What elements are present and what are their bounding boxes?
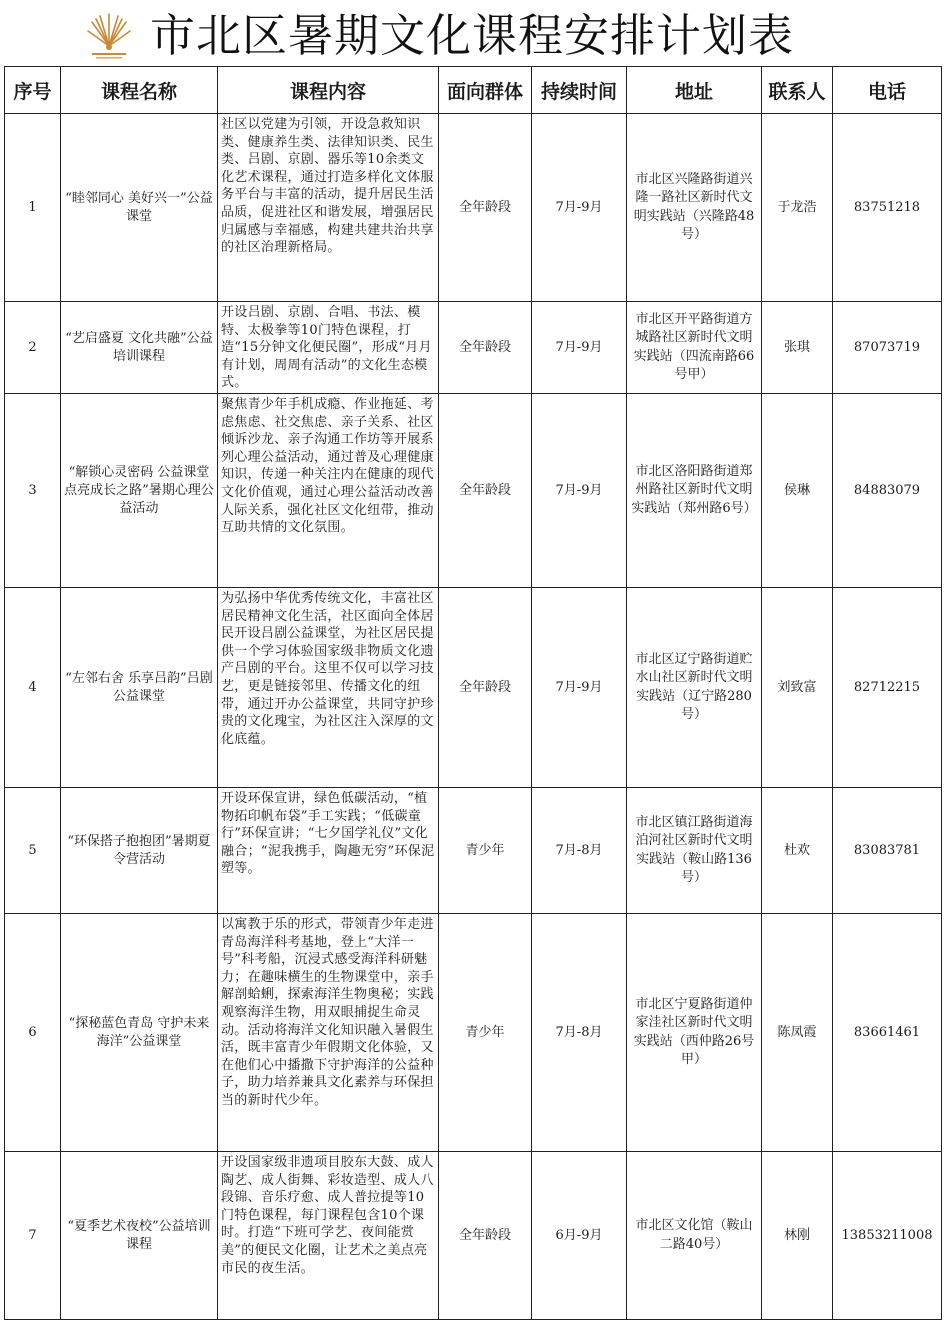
header-number: 序号: [5, 67, 61, 114]
address: 市北区开平路街道方城路社区新时代文明实践站（四流南路66号甲）: [627, 302, 762, 394]
phone-number: 82712215: [833, 588, 942, 788]
course-name: “左邻右舍 乐享吕韵”吕剧公益课堂: [61, 588, 218, 788]
address: 市北区镇江路街道海泊河社区新时代文明实践站（鞍山路136号）: [627, 788, 762, 914]
course-name: “探秘蓝色青岛 守护未来海洋”公益课堂: [61, 914, 218, 1152]
course-content: 开设吕剧、京剧、合唱、书法、模特、太极拳等10门特色课程，打造“15分钟文化便民圈”，形成“月月有计划，周周有活动”的文化生态模式。: [218, 302, 439, 394]
header-course-name: 课程名称: [61, 67, 218, 114]
contact-person: 张琪: [762, 302, 833, 394]
row-number: 1: [5, 114, 61, 302]
table-row: [5, 1152, 942, 1320]
phone-number: 13853211008: [833, 1152, 942, 1320]
header-contact: 联系人: [762, 67, 833, 114]
page-title: 市北区暑期文化课程安排计划表: [150, 9, 795, 62]
table-row: [5, 588, 942, 788]
course-name: “睦邻同心 美好兴一”公益课堂: [61, 114, 218, 302]
course-content: 开设环保宣讲，绿色低碳活动，“植物拓印帆布袋”手工实践；“低碳童行”环保宣讲；“七夕国学礼仪”文化融合；“泥我携手，陶趣无穷”环保泥塑等。: [218, 788, 439, 914]
row-number: 5: [5, 788, 61, 914]
phone-number: 87073719: [833, 302, 942, 394]
phone-number: 83083781: [833, 788, 942, 914]
course-content: 以寓教于乐的形式，带领青少年走进青岛海洋科考基地，登上“大洋一号”科考船，沉浸式感受海洋科研魅力；在趣味横生的生物课堂中，亲手解剖蛤蜊，探索海洋生物奥秘；实践观察海洋生物，用双眼捕捉生命灵动。活动将海洋文化知识融入暑假生活，既丰富青少年假期文化体验，又在他们心中播撒下守护海洋的公益种子，助力培养兼具文化素养与环保担当的新时代少年。: [218, 914, 439, 1152]
address: 市北区辽宁路街道贮水山社区新时代文明实践站（辽宁路280号）: [627, 588, 762, 788]
row-number: 2: [5, 302, 61, 394]
course-name: “艺启盛夏 文化共融”公益培训课程: [61, 302, 218, 394]
table-row: [5, 914, 942, 1152]
table-row: [5, 788, 942, 914]
row-number: 7: [5, 1152, 61, 1320]
course-name: “环保搭子抱抱团”暑期夏令营活动: [61, 788, 218, 914]
target-group: 全年龄段: [439, 114, 532, 302]
row-number: 6: [5, 914, 61, 1152]
target-group: 全年龄段: [439, 302, 532, 394]
phone-number: 84883079: [833, 394, 942, 588]
civilization-practice-logo: [86, 10, 132, 60]
address: 市北区洛阳路街道郑州路社区新时代文明实践站（郑州路6号）: [627, 394, 762, 588]
course-name: “夏季艺术夜校”公益培训课程: [61, 1152, 218, 1320]
table-row: [5, 114, 942, 302]
header-target-group: 面向群体: [439, 67, 532, 114]
phone-number: 83751218: [833, 114, 942, 302]
target-group: 青少年: [439, 788, 532, 914]
course-schedule-table: [4, 66, 942, 1320]
contact-person: 林刚: [762, 1152, 833, 1320]
course-content: 开设国家级非遗项目胶东大鼓、成人陶艺、成人街舞、彩妆造型、成人八段锦、音乐疗愈、成人普拉提等10门特色课程，每门课程包含10个课时。打造“下班可学艺、夜间能赏美”的便民文化圈，让艺术之美点亮市民的夜生活。: [218, 1152, 439, 1320]
course-content: 聚焦青少年手机成瘾、作业拖延、考虑焦虑、社交焦虑、亲子关系、社区倾诉沙龙、亲子沟通工作坊等开展系列心理公益活动，通过普及心理健康知识，传递一种关注内在健康的现代文化价值观，通过心理公益活动改善人际关系，强化社区文化纽带，推动互助共情的文化氛围。: [218, 394, 439, 588]
duration: 7月-8月: [532, 914, 627, 1152]
duration: 7月-9月: [532, 588, 627, 788]
target-group: 全年龄段: [439, 588, 532, 788]
header-duration: 持续时间: [532, 67, 627, 114]
header-course-content: 课程内容: [218, 67, 439, 114]
contact-person: 侯琳: [762, 394, 833, 588]
header-phone: 电话: [833, 67, 942, 114]
sunburst-logo-icon: [86, 10, 132, 60]
course-content: 社区以党建为引领，开设急救知识类、健康养生类、法律知识类、民生类、吕剧、京剧、器乐等10余类文化艺术课程，通过打造多样化文体服务平台与丰富的活动，提升居民生活品质，促进社区和谐发展，增强居民归属感与幸福感，构建共建共治共享的社区治理新格局。: [218, 114, 439, 302]
contact-person: 陈凤霞: [762, 914, 833, 1152]
page-header: [0, 0, 945, 66]
duration: 7月-9月: [532, 302, 627, 394]
phone-number: 83661461: [833, 914, 942, 1152]
target-group: 全年龄段: [439, 1152, 532, 1320]
course-name: “解锁心灵密码 公益课堂点亮成长之路”暑期心理公益活动: [61, 394, 218, 588]
table-header-row: [5, 67, 942, 114]
row-number: 3: [5, 394, 61, 588]
duration: 6月-9月: [532, 1152, 627, 1320]
table-row: [5, 394, 942, 588]
row-number: 4: [5, 588, 61, 788]
target-group: 青少年: [439, 914, 532, 1152]
contact-person: 杜欢: [762, 788, 833, 914]
header-address: 地址: [627, 67, 762, 114]
duration: 7月-9月: [532, 114, 627, 302]
duration: 7月-9月: [532, 394, 627, 588]
duration: 7月-8月: [532, 788, 627, 914]
target-group: 全年龄段: [439, 394, 532, 588]
contact-person: 于龙浩: [762, 114, 833, 302]
course-content: 为弘扬中华优秀传统文化，丰富社区居民精神文化生活，社区面向全体居民开设吕剧公益课堂，为社区居民提供一个学习体验国家级非物质文化遗产吕剧的平台。这里不仅可以学习技艺，更是链接邻里、传播文化的纽带，通过开办公益课堂，共同守护珍贵的文化瑰宝，为社区注入深厚的文化底蕴。: [218, 588, 439, 788]
contact-person: 刘致富: [762, 588, 833, 788]
table-row: [5, 302, 942, 394]
address: 市北区文化馆（鞍山二路40号）: [627, 1152, 762, 1320]
address: 市北区宁夏路街道仲家洼社区新时代文明实践站（西仲路26号甲）: [627, 914, 762, 1152]
address: 市北区兴隆路街道兴隆一路社区新时代文明实践站（兴隆路48号）: [627, 114, 762, 302]
